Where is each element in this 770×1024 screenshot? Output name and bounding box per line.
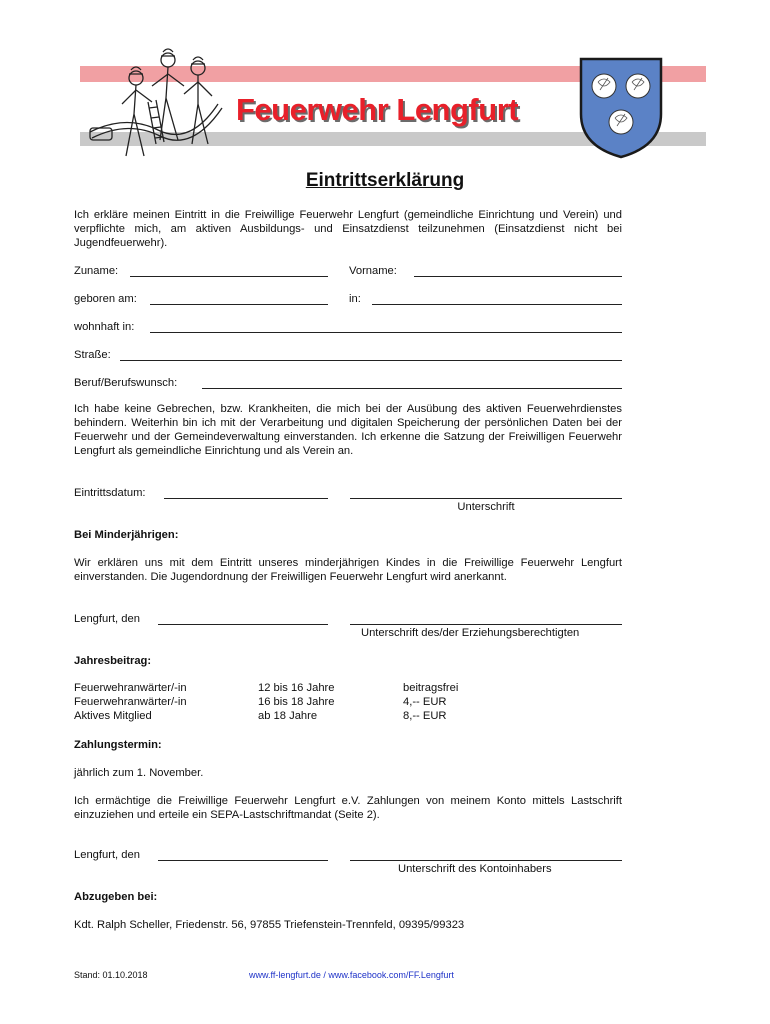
firefighters-illustration-icon bbox=[86, 44, 236, 162]
sepa-mandate-paragraph: Ich ermächtige die Freiwillige Feuerwehr Lengfurt e.V. Zahlungen von meinem Konto mittels Lastschrift einzuziehen und erteile ein SEPA-Lastschriftmandat (Seite 2). bbox=[74, 795, 622, 821]
fee-row-group: Aktives Mitglied bbox=[74, 710, 152, 722]
account-holder-signature-field[interactable] bbox=[350, 860, 622, 861]
payment-place-label: Lengfurt, den bbox=[74, 849, 140, 861]
guardian-signature-field[interactable] bbox=[350, 624, 622, 625]
minor-date-field[interactable] bbox=[158, 624, 328, 625]
geburtsort-label: in: bbox=[349, 293, 361, 305]
strasse-field[interactable] bbox=[120, 360, 622, 361]
vorname-field[interactable] bbox=[414, 276, 622, 277]
beruf-label: Beruf/Berufswunsch: bbox=[74, 377, 178, 389]
fees-heading: Jahresbeitrag: bbox=[74, 655, 152, 667]
declaration-paragraph: Ich habe keine Gebrechen, bzw. Krankheiten, die mich bei der Ausübung des aktiven Feuerwehrdienstes behindern. Weiterhin bin ich mit der Verarbeitung und digitalen Speicherung der persönlichen Daten bei der Feuerwehr und der Gemeindeverwaltung einverstanden. Ich erkenne die Satzung der Freiwilligen Feuerwehr Lengfurt als gemeindliche Einrichtung und als Verein an. bbox=[74, 403, 622, 457]
minor-place-label: Lengfurt, den bbox=[74, 613, 140, 625]
minor-heading: Bei Minderjährigen: bbox=[74, 529, 179, 541]
fee-row-amount: beitragsfrei bbox=[403, 682, 459, 694]
zuname-label: Zuname: bbox=[74, 265, 119, 277]
fee-row-amount: 4,-- EUR bbox=[403, 696, 447, 708]
footer-stand: Stand: 01.10.2018 bbox=[74, 970, 148, 980]
member-signature-field[interactable] bbox=[350, 498, 622, 499]
coat-of-arms-shield-icon bbox=[578, 56, 664, 160]
submit-address: Kdt. Ralph Scheller, Friedenstr. 56, 97855 Triefenstein-Trennfeld, 09395/99323 bbox=[74, 919, 465, 931]
org-title: Feuerwehr Lengfurt bbox=[236, 92, 519, 127]
wohnhaft-field[interactable] bbox=[150, 332, 622, 333]
payment-date-field[interactable] bbox=[158, 860, 328, 861]
document-title: Eintrittserklärung bbox=[305, 170, 465, 191]
fee-row-group: Feuerwehranwärter/-in bbox=[74, 682, 187, 694]
intro-paragraph: Ich erkläre meinen Eintritt in die Freiwillige Feuerwehr Lengfurt (gemeindliche Einrichtung und Verein) und verpflichte mich, am aktiven Ausbildungs- und Einsatzdienst teilzunehmen (Einsatzdienst nicht bei Jugendfeuerwehr). bbox=[74, 209, 622, 249]
eintrittsdatum-field[interactable] bbox=[164, 498, 328, 499]
eintrittsdatum-label: Eintrittsdatum: bbox=[74, 487, 146, 499]
beruf-field[interactable] bbox=[202, 388, 622, 389]
fee-row-amount: 8,-- EUR bbox=[403, 710, 447, 722]
payment-date-text: jährlich zum 1. November. bbox=[74, 767, 204, 779]
wohnhaft-label: wohnhaft in: bbox=[74, 321, 135, 333]
geboren-field[interactable] bbox=[150, 304, 328, 305]
minor-paragraph: Wir erklären uns mit dem Eintritt unseres minderjährigen Kindes in die Freiwillige Feuerwehr Lengfurt einverstanden. Die Jugendordnung der Freiwilligen Feuerwehr Lengfurt wird anerkannt. bbox=[74, 557, 622, 583]
account-holder-signature-label: Unterschrift des Kontoinhabers bbox=[398, 863, 552, 875]
geboren-label: geboren am: bbox=[74, 293, 137, 305]
guardian-signature-label: Unterschrift des/der Erziehungsberechtigten bbox=[361, 627, 580, 639]
zuname-field[interactable] bbox=[130, 276, 328, 277]
geburtsort-field[interactable] bbox=[372, 304, 622, 305]
fee-row-group: Feuerwehranwärter/-in bbox=[74, 696, 187, 708]
fee-row-age: 16 bis 18 Jahre bbox=[258, 696, 335, 708]
strasse-label: Straße: bbox=[74, 349, 111, 361]
fee-row-age: ab 18 Jahre bbox=[258, 710, 318, 722]
member-signature-label: Unterschrift bbox=[457, 501, 515, 513]
vorname-label: Vorname: bbox=[349, 265, 397, 277]
fee-row-age: 12 bis 16 Jahre bbox=[258, 682, 335, 694]
footer-links[interactable]: www.ff-lengfurt.de / www.facebook.com/FF.Lengfurt bbox=[249, 970, 454, 980]
payment-heading: Zahlungstermin: bbox=[74, 739, 162, 751]
submit-heading: Abzugeben bei: bbox=[74, 891, 158, 903]
